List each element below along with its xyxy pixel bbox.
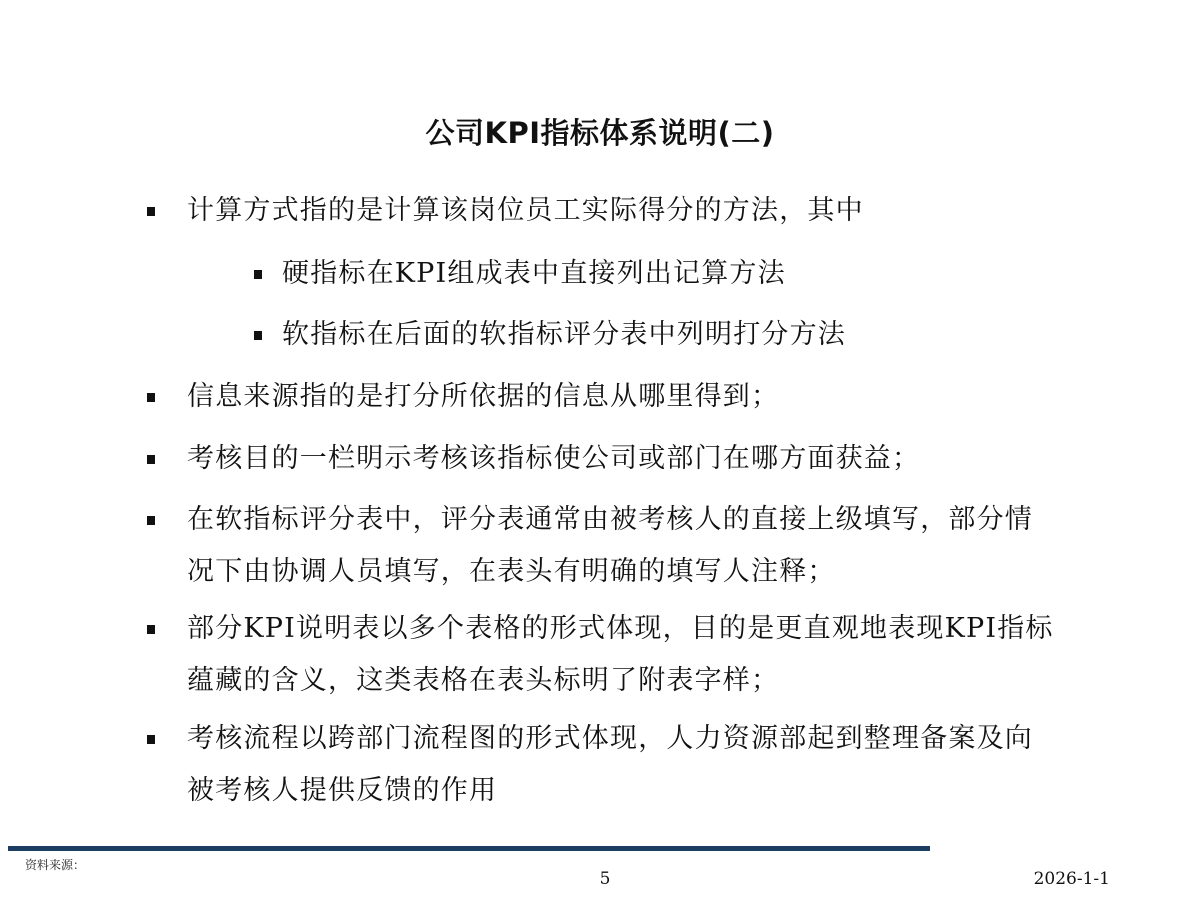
bullet-marker: [147, 393, 155, 402]
bullet-marker: [254, 270, 262, 279]
bullet-text: 信息来源指的是打分所依据的信息从哪里得到；: [187, 381, 780, 412]
bullet-text: 考核目的一栏明示考核该指标使公司或部门在哪方面获益；: [187, 443, 921, 474]
sub-bullet-item: [282, 309, 1102, 361]
bullet-text: 硬指标在KPI组成表中直接列出记算方法: [282, 258, 786, 289]
bullet-marker: [147, 516, 155, 525]
source-label: 资料来源：: [25, 858, 86, 872]
page-number: 5: [599, 869, 611, 889]
bullet-item: [187, 603, 1117, 707]
bullet-marker: [147, 735, 155, 744]
page-title: 公司KPI指标体系说明(二): [425, 116, 775, 150]
bullet-item: [187, 185, 1117, 237]
bullet-text: 考核流程以跨部门流程图的形式体现，人力资源部起到整理备案及向 被考核人提供反馈的作用: [187, 723, 1033, 806]
bullet-marker: [147, 625, 155, 634]
bullet-text: 部分KPI说明表以多个表格的形式体现，目的是更直观地表现KPI指标 蕴藏的含义，这类表格在表头标明了附表字样；: [187, 613, 1054, 696]
bullet-marker: [147, 455, 155, 464]
footer-divider: [8, 846, 930, 851]
bullet-text: 在软指标评分表中，评分表通常由被考核人的直接上级填写，部分情 况下由协调人员填写，在表头有明确的填写人注释；: [187, 504, 1033, 587]
bullet-item: [187, 371, 1117, 423]
bullet-item: [187, 713, 1117, 817]
bullet-text: 软指标在后面的软指标评分表中列明打分方法: [282, 319, 846, 350]
slide-date: 2026-1-1: [1033, 869, 1110, 889]
bullet-marker: [147, 207, 155, 216]
bullet-item: [187, 494, 1117, 598]
bullet-text: 计算方式指的是计算该岗位员工实际得分的方法，其中: [187, 195, 864, 226]
sub-bullet-item: [282, 248, 1102, 300]
bullet-item: [187, 433, 1117, 485]
bullet-marker: [254, 331, 262, 340]
